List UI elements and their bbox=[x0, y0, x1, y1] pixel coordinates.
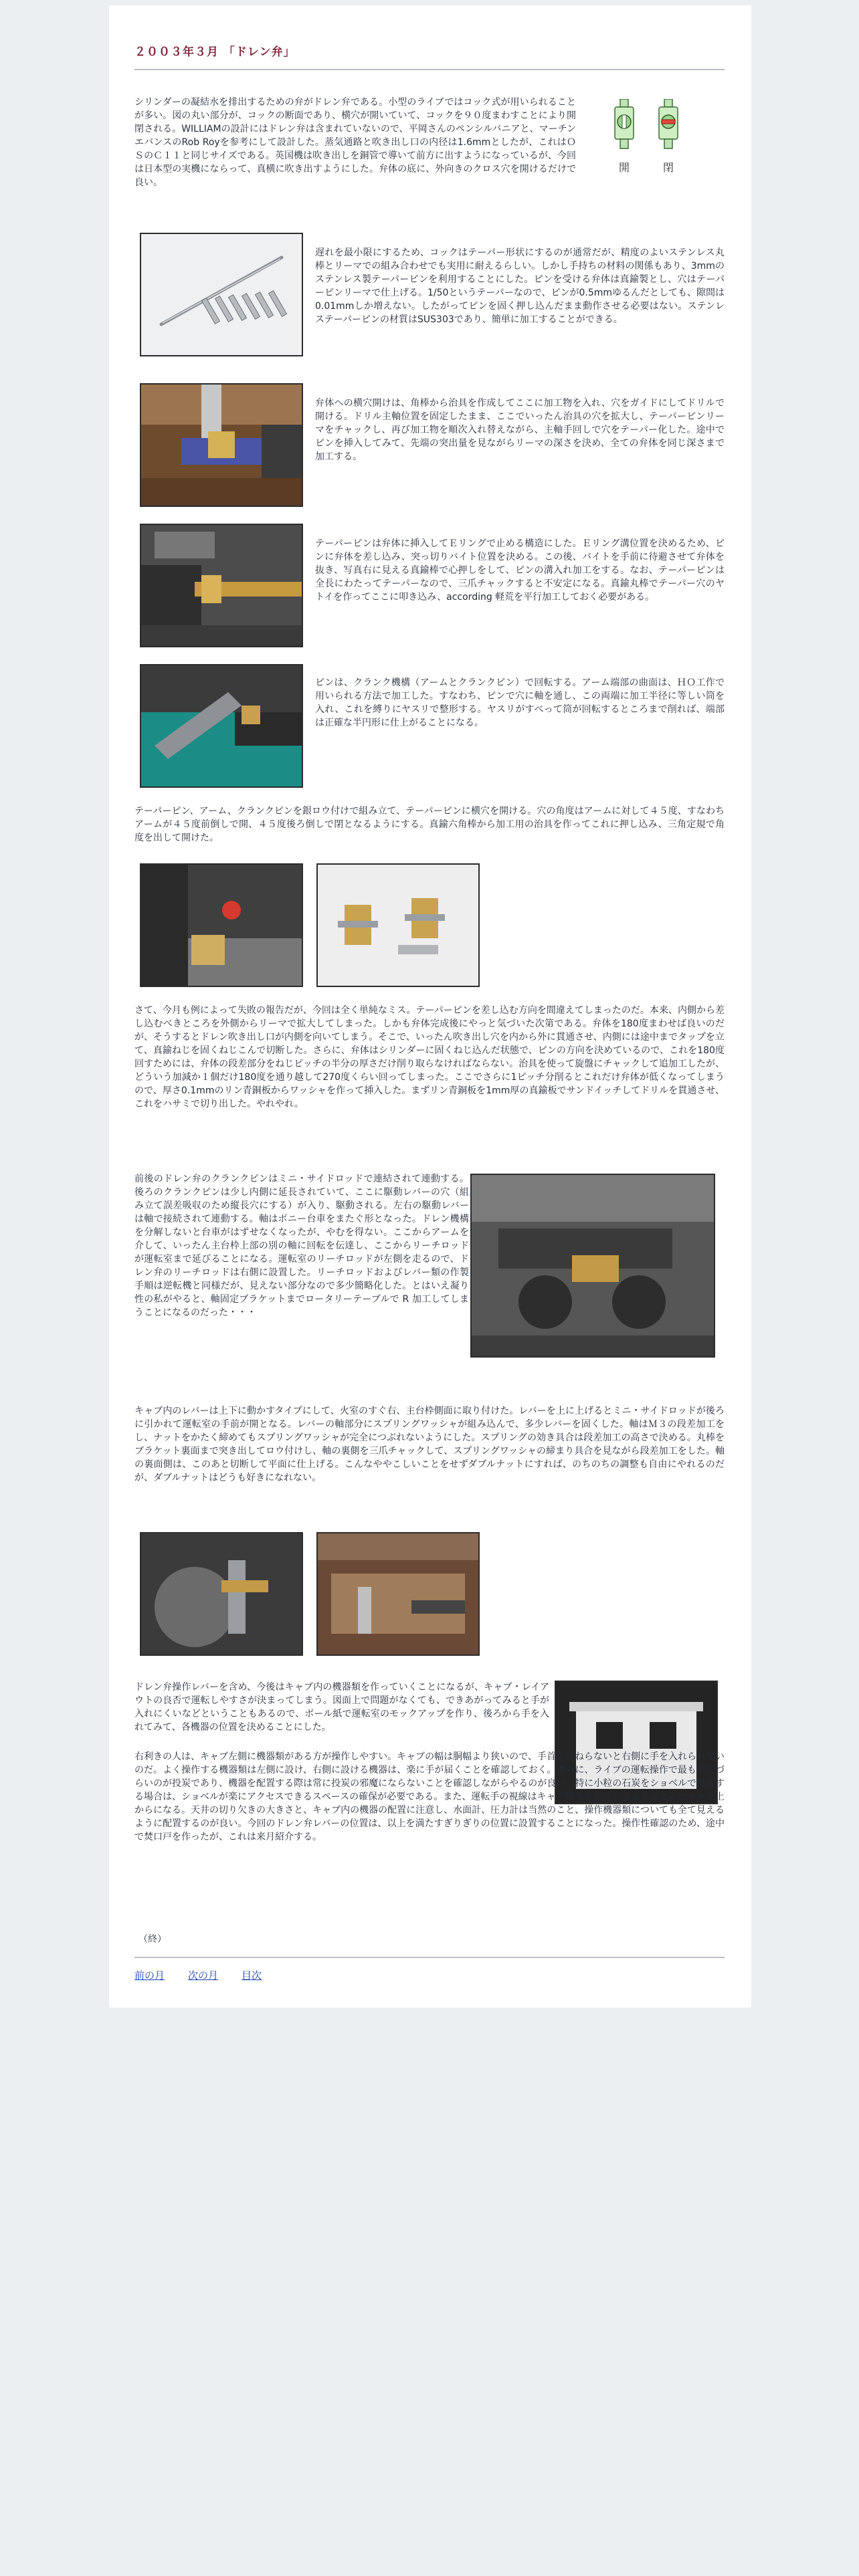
para-mistake: さて、今月も例によって失敗の報告だが、今回は全く単純なミス。テーパーピンを差し込む方向を間違えてしまったのだ。本来、内側から差し込むべきところを外側からリーマで拡大してしまった。しかも弁体完成後にやっと気づいた次第である。弁体を180度まわせば良いのだが、そうするとドレン吹き出し口が内側を向いてしまう。そこで、いったん吹き出し穴を内から外に貫通させ、内側には途中までタップを立て、真鍮ねじを固くねじこんで切断した。さらに、弁体はシリンダーに固くねじ込んだ状態で、ピンの方向を決めているので、これを180度回すためには、弁体の段差部分をねじピッチの半分の厚さだけ削り取らなければならない。治具を使って旋盤にチャックして追加工したが、どういう加減か１個だけ180度を通り越して270度くらい回ってしまった。ここでさらに1ピッチ分削るとこれだけ弁体が低くなってしまうので、厚さ0.1mmのリン青銅板からワッシャを作って挿入した。まずリン青銅板を1mm厚の真鍮板でサンドイッチしてドリルを貫通させ、これをハサミで切り出した。やれやれ。 bbox=[134, 1005, 725, 1109]
cock-diagram bbox=[611, 99, 691, 193]
photo-valve-parts bbox=[316, 863, 480, 987]
para-cab-ergonomics: 右利きの人は、キャブ左側に機器類がある方が操作しやすい。キャブの幅は胴幅より狭いので、手首をひねらないと右側に手を入れられないのだ。よく操作する機器類は左側に設け、右側に設ける機器は、楽に手が届くことを確認しておく。さらに、ライブの運転操作で最もやりづらいのが投炭であり、機器を配置する際は常に投炭の邪魔にならないことを確認しながらやるのが良い。特に小粒の石炭をショベルで投炭する場合は、ショベルが楽にアクセスできるスペースの確保が必要である。また、運転手の視線はキャブ後ろからというよりほとんどキャブ上からになる。天井の切り欠きの大きさと、キャブ内の機器の配置に注意し、水面計、圧力計は当然のこと、操作機器類についても全て見えるように配置するのが良い。今回のドレン弁レバーの位置は、以上を満たすぎりぎりの位置に設置することになった。操作性確認のため、途中で焚口戸を作ったが、これは来月紹介する。 bbox=[134, 1751, 725, 1842]
photo-jig-drilling bbox=[140, 863, 303, 987]
page-title: ２００３年３月 「ドレン弁」 bbox=[134, 45, 296, 59]
valve-parts-image bbox=[318, 865, 478, 986]
intro-text: シリンダーの凝結水を排出するための弁がドレン弁である。小型のライブではコック式が用いられることが多い。図の丸い部分が、コックの断面であり、横穴が開いていて、コックを９０度まわすことにより開閉される。WILLIAMの設計にはドレン弁は含まれていないので、平岡さんのペンシルバニアと、マーチンエバンスのRob Royを参考にして設計した。蒸気通路と吹き出し口の内径は1.6mmとしたが、これはＯＳのＣ１１と同じサイズである。英国機は吹き出しを銅管で導いて前方に出すようになっているが、今回は日本型の実機にならって、真横に吹き出すようにした。弁体の底に、外向きのクロス穴を開けるだけで良い。 bbox=[134, 97, 576, 188]
article-page bbox=[109, 5, 751, 2008]
para-e-ring: テーパーピンは弁体に挿入してＥリングで止める構造にした。Ｅリング溝位置を決めるため、ピンに弁体を差し込み、突っ切りバイト位置を決める。この後、バイトを手前に待避させて弁体を抜き、写真右に見える真鍮棒で心押しをして、ピンの溝入れ加工をする。なお、テーパーピンは全長にわたってテーパーなので、三爪チャックすると不安定になる。真鍮丸棒でテーパー穴のヤトイを作ってここに叩き込み、according 軽荒を平行加工しておく必要がある。 bbox=[315, 538, 725, 603]
closed-caption: 閉 bbox=[662, 161, 674, 174]
para-cab-layout: ドレン弁操作レバーを含め、今後はキャブ内の機器類を作っていくことになるが、キャブ・レイアウトの良否で運転しやすさが決まってしまう。図面上で問題がなくても、できあがってみると手が入れにくいなどということもあるので、ボール紙で運転室のモックアップを作り、後ろから手を入れてみて、各機器の位置を決めることにした。 bbox=[134, 1682, 549, 1733]
para-drilling: 弁体への横穴開けは、角棒から治具を作成してここに加工物を入れ、穴をガイドにしてドリルで開ける。ドリル主軸位置を固定したまま、ここでいったん治具の穴を拡大し、テーパーピンリーマをチャックし、再び加工物を順次入れ替えながら、主軸手回しで穴をテーパー化した。途中でピンを挿入してみて、先端の突出量を見ながらリーマの深さを決め、全ての弁体を同じ深さまで加工する。 bbox=[315, 398, 725, 462]
arm-filing-image bbox=[141, 665, 302, 786]
next-month-link[interactable]: 次の月 bbox=[188, 1969, 219, 1981]
para-taper-pin: 遅れを最小限にするため、コックはテーパー形状にするのが通常だが、精度のよいステンレス丸棒とリーマでの組み合わせでも実用に耐えるらしい。しかし手持ちの材料の関係もあり、3mmのステンレス製テーパーピンを利用することにした。ピンを受ける弁体は真鍮製とし、穴はテーパーピンリーマで仕上げる。1/50というテーパーなので、ピンが0.5mmゆるんだとしても、隙間は0.01mmしか増えない。したがってピンを固く押し込んだまま動作させる必要はない。ステンレステーパーピンの材質はSUS303であり、簡単に加工することができる。 bbox=[315, 247, 725, 325]
photo-taper-pins bbox=[140, 233, 303, 356]
linkage-image bbox=[472, 1175, 714, 1356]
drilling-jig-image bbox=[141, 385, 302, 506]
jig-drilling-image bbox=[141, 865, 302, 986]
footer-divider bbox=[134, 1957, 725, 1958]
lathe-grooving-image bbox=[141, 525, 302, 646]
para-crank: ピンは、クランク機構（アームとクランクピン）で回転する。アーム端部の曲面は、ＨＯ工作で用いられる方法で加工した。すなわち、ピンで穴に軸を通し、この両端に加工半径に等しい筒を入れ、これを縛りにヤスリで整形する。ヤスリがすべって筒が回転するところまで削れば、端部は正確な半円形に仕上がることになる。 bbox=[315, 677, 725, 728]
para-lever: キャブ内のレバーは上下に動かすタイプにして、火室のすぐ右、主台枠側面に取り付けた。レバーを上に上げるとミニ・サイドロッドが後ろに引かれて運転室の手前が開となる。レバーの軸部分にスプリングワッシャが組み込んで、多少レバーを固くした。軸はＭ３の段差加工をし、ナットをかたく締めてもスプリングワッシャが完全につぶれないようにした。スプリングの効き具合は段差加工の高さで決める。丸棒をブラケット裏面まで突き出してロウ付けし、軸の裏側を三爪チャックして、スプリングワッシャの締まり具合を見ながら段差加工をした。軸の裏面側は、このあと切断して平面に仕上げる。こんなややこしいことをせずダブルナットにすれば、のちのちの調整も自由にやれるのだが、ダブルナットはどうも好きになれない。 bbox=[134, 1406, 725, 1483]
photo-drilling-jig bbox=[140, 383, 303, 507]
firebox-lever-image bbox=[318, 1533, 478, 1654]
photo-firebox-lever bbox=[316, 1532, 480, 1656]
photo-linkage bbox=[470, 1174, 715, 1358]
cock-open-figure bbox=[615, 99, 634, 148]
photo-lever-mount bbox=[140, 1532, 303, 1656]
para-assembly: テーパーピン、アーム、クランクピンを銀ロウ付けで組み立て、テーパーピンに横穴を開ける。穴の角度はアームに対して４５度、すなわちアームが４５度前倒しで開、４５度後ろ倒しで閉となるようにする。真鍮六角棒から加工用の治具を作ってこれに押し込み、三角定規で角度を出して開けた。 bbox=[134, 806, 725, 843]
lever-mount-image bbox=[141, 1533, 302, 1654]
para-linkage: 前後のドレン弁のクランクピンはミニ・サイドロッドで連結されて連動する。後ろのクランクピンは少し内側に延長されていて、ここに駆動レバーの穴（組み立て誤差吸収のため縦長穴にする）が入り、駆動される。左右の駆動レバーは軸で接続されて連動する。軸はボニー台車をまたぐ形となった。ドレン機構を分解しないと台車がはずせなくなったが、やむを得ない。ここからアームを介して、いったん主台枠上部の別の軸に回転を伝達し、ここからリーチロッドが運転室まで延びることになる。運転室のリーチロッドが左側を走るので、ドレン弁のリーチロッドは右側に設置した。リーチロッドおよびレバー類の作製手順は逆転機と同様だが、見えない部分なので多少簡略化した。とはいえ凝り性の私がやると、軸固定ブラケットまでロータリーテーブルで R 加工してしまうことになるのだった・・・ bbox=[134, 1174, 469, 1318]
photo-arm-filing bbox=[140, 664, 303, 788]
open-caption: 開 bbox=[618, 161, 630, 174]
title-divider bbox=[134, 69, 725, 70]
taper-pins-image bbox=[141, 234, 302, 355]
end-mark: （終） bbox=[138, 1934, 167, 1945]
prev-month-link[interactable]: 前の月 bbox=[134, 1969, 165, 1981]
index-link[interactable]: 目次 bbox=[242, 1969, 262, 1981]
photo-lathe-grooving bbox=[140, 524, 303, 647]
cock-closed-figure bbox=[659, 99, 678, 148]
